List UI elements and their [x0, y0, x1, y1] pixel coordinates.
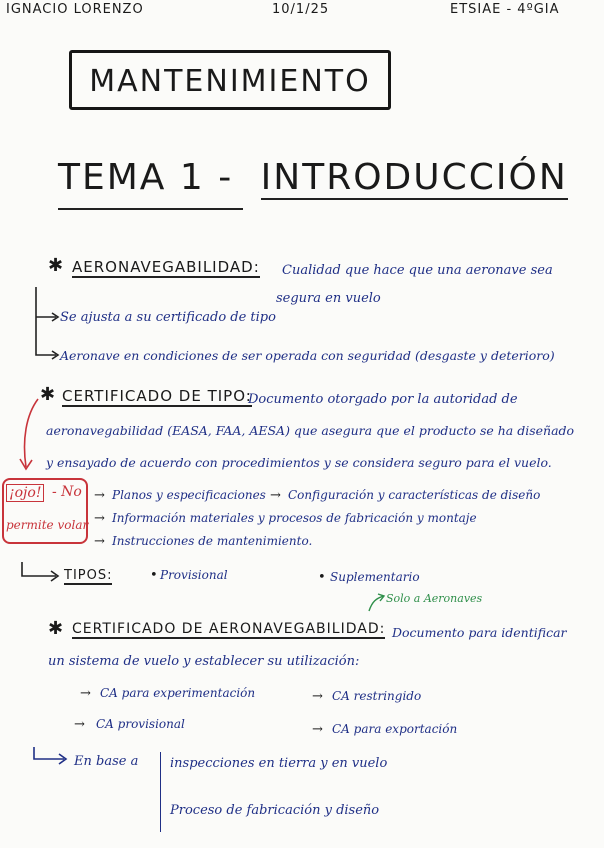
ca-def-line1: Documento para identificar	[392, 625, 567, 640]
aero-point-2: Aeronave en condiciones de ser operada con seguridad (desgaste y deterioro)	[60, 348, 555, 363]
basis-arrow	[30, 745, 70, 769]
tipo-def-line3: y ensayado de acuerdo con procedimientos y se considera seguro para el vuelo.	[46, 455, 552, 470]
aero-point-1: Se ajusta a su certificado de tipo	[60, 310, 276, 325]
ca-annotation: Solo a Aeronaves	[386, 592, 483, 605]
ca-option-3: CA provisional	[96, 717, 185, 731]
date: 10/1/25	[272, 2, 330, 17]
tipo-def-line1: Documento otorgado por la autoridad de	[248, 392, 518, 407]
arrow-icon: →	[74, 717, 85, 732]
arrow-icon: →	[80, 686, 91, 701]
title-box	[69, 50, 391, 110]
green-arrow	[366, 592, 388, 614]
arrow-icon: →	[94, 534, 105, 549]
tipo-item-2: Información materiales y procesos de fabricación y montaje	[112, 511, 477, 525]
tipos-label: TIPOS:	[64, 568, 113, 583]
arrow-icon: →	[94, 488, 105, 503]
ca-option-4: CA para exportación	[332, 722, 458, 736]
ca-def-line2: un sistema de vuelo y establecer su utilización:	[48, 654, 360, 669]
topic-title	[58, 157, 568, 198]
arrow-icon: →	[270, 488, 281, 503]
tipos-arrow	[18, 560, 62, 584]
aero-def-line2: segura en vuelo	[276, 291, 381, 306]
topic-prefix: TEMA 1 -	[58, 157, 234, 198]
topic-underline	[58, 208, 243, 210]
tipo-def-line2: aeronavegabilidad (EASA, FAA, AESA) que asegura que el producto se ha diseñado	[46, 423, 575, 438]
tipo-item-1: Planos y especificaciones	[112, 488, 266, 502]
course: ETSIAE - 4ºGIA	[450, 2, 560, 17]
ca-option-2: CA restringido	[332, 689, 422, 703]
ca-option-1: CA para experimentación	[100, 686, 256, 700]
tipo-item-3: Instrucciones de mantenimiento.	[112, 534, 313, 548]
author-name: IGNACIO LORENZO	[6, 2, 144, 17]
bullet-icon: •	[150, 568, 158, 583]
aero-def-line1: Cualidad que hace que una aeronave sea	[282, 263, 553, 278]
tipo-heading: CERTIFICADO DE TIPO:	[62, 387, 252, 405]
basis-item-2: Proceso de fabricación y diseño	[170, 803, 380, 818]
aero-bracket-arrows	[28, 285, 64, 365]
basis-bracket	[160, 752, 161, 832]
note-ojo: ¡ojo!	[6, 484, 44, 502]
asterisk-icon: ✱	[48, 618, 64, 639]
arrow-icon: →	[312, 722, 323, 737]
basis-label: En base a	[74, 754, 139, 769]
type-provisional: Provisional	[160, 568, 228, 582]
note-permite: permite volar	[6, 518, 89, 532]
bullet-icon: •	[318, 570, 326, 585]
tipo-item-1-extra: Configuración y características de diseño	[288, 488, 541, 502]
arrow-icon: →	[94, 511, 105, 526]
page-title: MANTENIMIENTO	[89, 64, 371, 99]
topic-name: INTRODUCCIÓN	[260, 157, 568, 198]
type-suplementario: Suplementario	[330, 570, 420, 584]
note-arrow	[8, 395, 48, 475]
basis-item-1: inspecciones en tierra y en vuelo	[170, 756, 388, 771]
arrow-icon: →	[312, 689, 323, 704]
note-no: - No	[52, 484, 82, 500]
asterisk-icon: ✱	[48, 255, 64, 276]
asterisk-icon: ✱	[40, 384, 56, 405]
aero-heading: AERONAVEGABILIDAD:	[72, 258, 260, 276]
ca-heading: CERTIFICADO DE AERONAVEGABILIDAD:	[72, 621, 386, 637]
